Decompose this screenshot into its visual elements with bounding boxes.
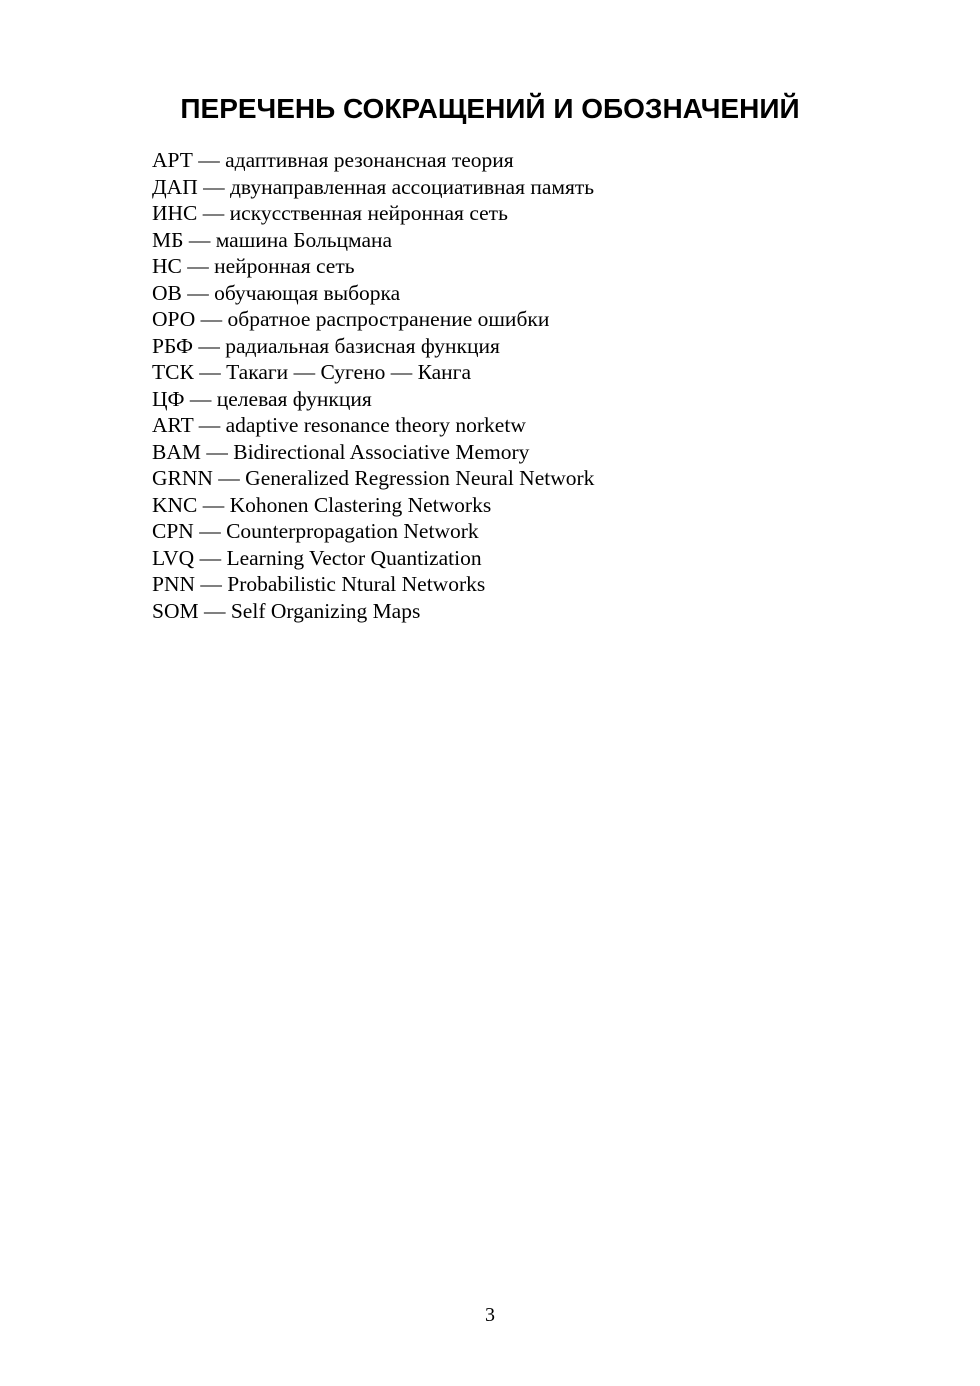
abbreviation-item: PNN — Probabilistic Ntural Networks [152, 572, 486, 596]
page-title: ПЕРЕЧЕНЬ СОКРАЩЕНИЙ И ОБОЗНАЧЕНИЙ [180, 93, 800, 124]
abbreviation-item: ОВ — обучающая выборка [152, 280, 401, 305]
abbreviation-item: KNC — Kohonen Clastering Networks [152, 492, 492, 517]
abbreviation-item: НС — нейронная сеть [152, 254, 355, 278]
abbreviation-item: SOM — Self Organizing Maps [152, 598, 421, 623]
abbreviation-item: BAM — Bidirectional Associative Memory [152, 439, 530, 464]
page-number: 3 [485, 1304, 495, 1326]
abbreviation-item: ART — adaptive resonance theory norketw [152, 413, 526, 437]
abbreviation-item: ИНС — искусственная нейронная сеть [152, 201, 508, 225]
abbreviation-item: LVQ — Learning Vector Quantization [152, 545, 482, 570]
abbreviation-item: РБФ — радиальная базисная функция [152, 333, 500, 358]
abbreviation-item: ТСК — Такаги — Сугено — Канга [152, 360, 472, 384]
abbreviation-item: ДАП — двунаправленная ассоциативная память [152, 174, 595, 199]
abbreviation-item: АРТ — адаптивная резонансная теория [152, 148, 514, 172]
abbreviation-item: GRNN — Generalized Regression Neural Network [152, 466, 595, 490]
abbreviation-item: CPN — Counterpropagation Network [152, 519, 479, 543]
abbreviation-list [152, 147, 594, 624]
abbreviation-item: ЦФ — целевая функция [152, 386, 372, 411]
abbreviation-item: ОРО — обратное распространение ошибки [152, 307, 550, 331]
abbreviation-item: МБ — машина Больцмана [152, 227, 393, 252]
